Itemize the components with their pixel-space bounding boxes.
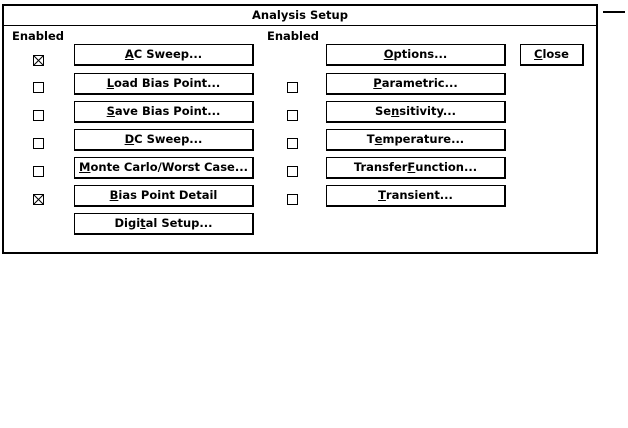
dialog-title: Analysis Setup (4, 6, 596, 26)
transfer-function-checkbox[interactable] (287, 166, 298, 177)
parametric-button[interactable]: Parametric... (326, 73, 506, 95)
monte-carlo-button[interactable]: Monte Carlo/Worst Case... (74, 157, 254, 179)
transient-button[interactable]: Transient... (326, 185, 506, 207)
analysis-setup-dialog (2, 4, 598, 254)
sensitivity-button[interactable]: Sensitivity... (326, 101, 506, 123)
dc-sweep-button[interactable]: DC Sweep... (74, 129, 254, 151)
load-bias-point-button[interactable]: Load Bias Point... (74, 73, 254, 95)
dc-sweep-checkbox[interactable] (33, 138, 44, 149)
transfer-function-button[interactable]: TransferFunction... (326, 157, 506, 179)
options-button[interactable]: Options... (326, 44, 506, 66)
close-button[interactable]: Close (520, 44, 584, 66)
window-edge-bar (603, 11, 625, 13)
bias-point-detail-checkbox[interactable] (33, 194, 44, 205)
checkmark-x-icon (34, 195, 43, 204)
save-bias-point-button[interactable]: Save Bias Point... (74, 101, 254, 123)
digital-setup-button[interactable]: Digital Setup... (74, 213, 254, 235)
load-bias-point-checkbox[interactable] (33, 82, 44, 93)
enabled-label-right: Enabled (267, 29, 320, 43)
temperature-checkbox[interactable] (287, 138, 298, 149)
monte-carlo-checkbox[interactable] (33, 166, 44, 177)
temperature-button[interactable]: Temperature... (326, 129, 506, 151)
transient-checkbox[interactable] (287, 194, 298, 205)
bias-point-detail-button[interactable]: Bias Point Detail (74, 185, 254, 207)
parametric-checkbox[interactable] (287, 82, 298, 93)
checkmark-x-icon (34, 56, 43, 65)
save-bias-point-checkbox[interactable] (33, 110, 44, 121)
sensitivity-checkbox[interactable] (287, 110, 298, 121)
ac-sweep-checkbox[interactable] (33, 55, 44, 66)
ac-sweep-button[interactable]: AC Sweep... (74, 44, 254, 66)
enabled-label-left: Enabled (12, 29, 65, 43)
